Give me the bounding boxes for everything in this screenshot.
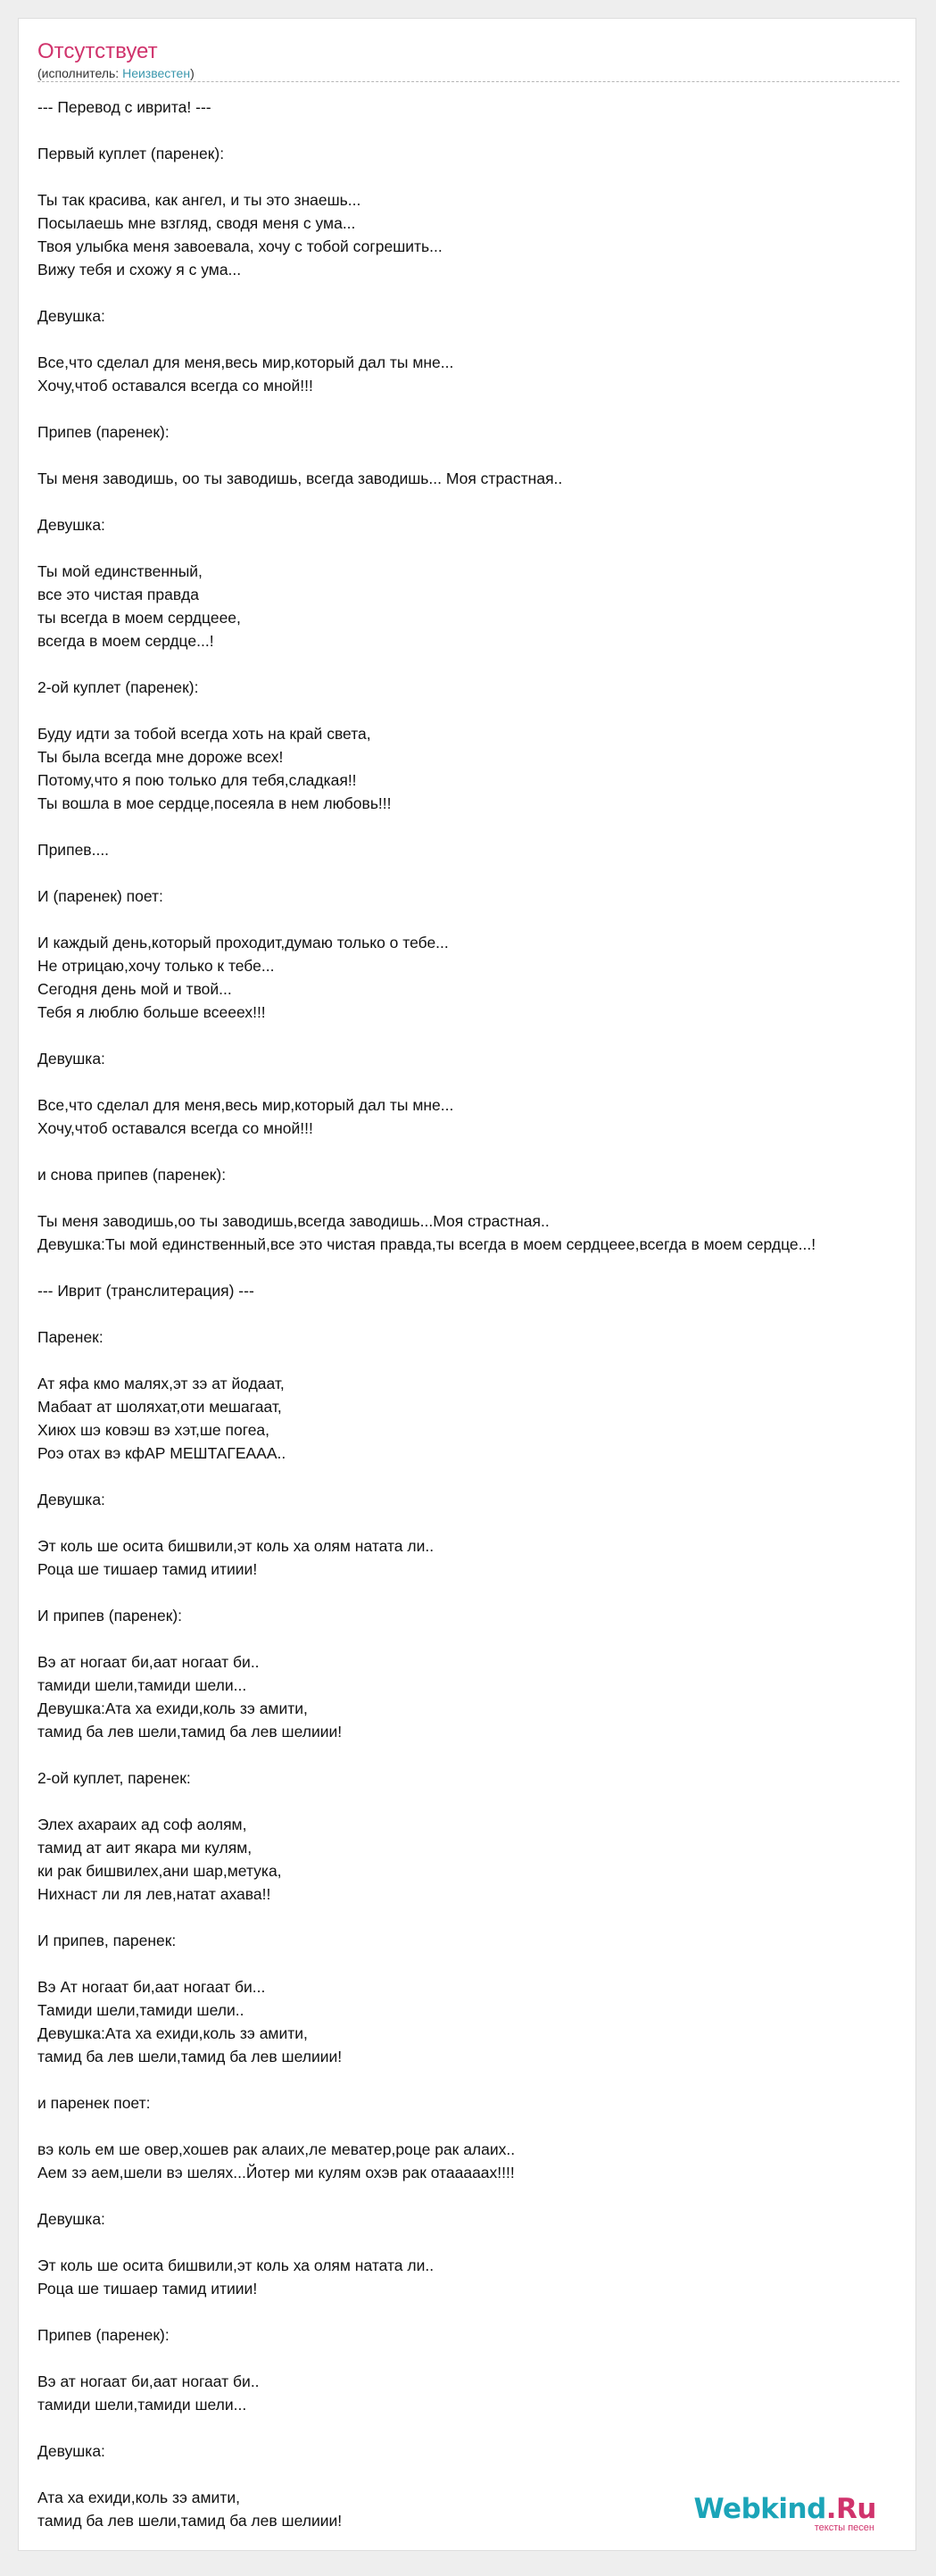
lyrics-line: тамид ба лев шели,тамид ба лев шелиии! [37,2512,343,2530]
lyrics-line: Нихнаст ли ля лев,натат ахава!! [37,1885,271,1903]
lyrics-line: Аем зэ аем,шели вэ шелях...Йотер ми кулям охэв рак отаааааx!!!! [37,2164,515,2181]
lyrics-line: Первый куплет (паренек): [37,145,225,162]
lyrics-line: Припев (паренек): [37,2326,170,2344]
lyrics-line: Вижу тебя и схожу я с ума... [37,261,242,278]
lyrics-line: Припев.... [37,841,110,859]
lyrics-line: Потому,что я пою только для тебя,сладкая!! [37,771,357,789]
lyrics-line: Роца ше тишаер тамид итиии! [37,2280,258,2298]
site-logo-tagline: тексты песен [814,2522,874,2533]
lyrics-line: Ата ха ехиди,коль зэ амити, [37,2489,240,2506]
lyrics-line: Роэ отах вэ кфАР МЕШТАГЕААА.. [37,1444,286,1462]
site-logo-main: Webkind [693,2493,826,2525]
artist-line [37,65,899,81]
lyrics-line: Ты была всегда мне дороже всех! [37,748,284,766]
lyrics-line: Все,что сделал для меня,весь мир,который дал ты мне... [37,353,454,371]
lyrics-line: Не отрицаю,хочу только к тебе... [37,957,275,975]
site-logo-tld: .Ru [825,2493,876,2525]
lyrics-line: И (паренек) поет: [37,887,163,905]
lyrics-line: Все,что сделал для меня,весь мир,который дал ты мне... [37,1096,454,1114]
lyrics-line: все это чистая правда [37,586,199,603]
lyrics-line: Девушка:Ата ха ехиди,коль зэ амити, [37,2024,308,2042]
header-divider [37,81,899,82]
lyrics-line: Тамиди шели,тамиди шели.. [37,2001,244,2019]
lyrics-line: Припев (паренек): [37,423,170,441]
lyrics-line: Ты меня заводишь, оо ты заводишь, всегда заводишь... Моя страстная.. [37,469,563,487]
lyrics-line: Хиюх шэ ковэш вэ хэт,ше погеа, [37,1421,270,1439]
lyrics-line: 2-ой куплет, паренек: [37,1769,191,1787]
song-title: Отсутствует [37,39,158,63]
site-logo[interactable] [693,2494,876,2533]
lyrics-line: Мабаат ат шоляхат,оти мешагаат, [37,1398,282,1416]
lyrics-line: ки рак бишвилех,ани шар,метука, [37,1862,282,1880]
lyrics-line: Эт коль ше осита бишвили,эт коль ха олям натата ли.. [37,2256,435,2274]
lyrics-line: Девушка: [37,1491,105,1508]
lyrics-line: Девушка:Ата ха ехиди,коль зэ амити, [37,1699,308,1717]
lyrics-line: --- Перевод с иврита! --- [37,98,211,116]
lyrics-card [18,18,916,2551]
lyrics-line: всегда в моем сердце...! [37,632,214,650]
lyrics-line: и паренек поет: [37,2094,151,2112]
lyrics-line: Вэ ат ногаат би,аат ногаат би.. [37,2372,260,2390]
lyrics-line: И каждый день,который проходит,думаю только о тебе... [37,934,449,951]
site-logo-name[interactable] [693,2494,876,2524]
lyrics-line: Роца ше тишаер тамид итиии! [37,1560,258,1578]
lyrics-line: Элех ахараих ад соф аолям, [37,1816,247,1833]
lyrics-line: 2-ой куплет (паренек): [37,678,199,696]
lyrics-line: Ат яфа кмо малях,эт зэ ат йодаат, [37,1375,285,1392]
lyrics-line: тамиди шели,тамиди шели... [37,1676,247,1694]
lyrics-line: Девушка: [37,516,105,534]
lyrics-line: Ты меня заводишь,оо ты заводишь,всегда заводишь...Моя страстная.. [37,1212,550,1230]
lyrics-line: --- Иврит (транслитерация) --- [37,1282,254,1300]
lyrics-line: ты всегда в моем сердцеее, [37,609,241,627]
lyrics-line: Эт коль ше осита бишвили,эт коль ха олям натата ли.. [37,1537,435,1555]
lyrics-text [37,96,936,2532]
lyrics-line: Сегодня день мой и твой... [37,980,232,998]
lyrics-line: Ты вошла в мое сердце,посеяла в нем любовь!!! [37,794,392,812]
lyrics-line: вэ коль ем ше овер,хошев рак алаих,ле меватер,роце рак алаих.. [37,2140,516,2158]
lyrics-line: и снова припев (паренек): [37,1166,227,1184]
lyrics-line: Девушка: [37,307,105,325]
lyrics-line: Вэ ат ногаат би,аат ногаат би.. [37,1653,260,1671]
artist-prefix: (исполнитель: [37,66,123,80]
lyrics-line: тамиди шели,тамиди шели... [37,2396,247,2414]
lyrics-line: И припев (паренек): [37,1607,183,1625]
lyrics-line: Буду идти за тобой всегда хоть на край света, [37,725,371,743]
lyrics-line: Паренек: [37,1328,104,1346]
lyrics-line: тамид ба лев шели,тамид ба лев шелиии! [37,1723,343,1741]
lyrics-line: тамид ат аит якара ми кулям, [37,1839,253,1857]
lyrics-line: тамид ба лев шели,тамид ба лев шелиии! [37,2048,343,2065]
lyrics-line: Девушка: [37,2442,105,2460]
lyrics-line: Посылаешь мне взгляд, сводя меня с ума... [37,214,356,232]
lyrics-line: Девушка: [37,1050,105,1068]
artist-link[interactable]: Неизвестен [122,66,191,80]
lyrics-line: Девушка:Ты мой единственный,все это чистая правда,ты всегда в моем сердцеее,всегда в моем сердце...! [37,1235,816,1253]
lyrics-line: Твоя улыбка меня завоевала, хочу с тобой согрешить... [37,237,443,255]
lyrics-line: Тебя я люблю больше всееех!!! [37,1003,266,1021]
lyrics-line: Вэ Ат ногаат би,аат ногаат би... [37,1978,266,1996]
lyrics-line: Ты мой единственный, [37,562,203,580]
lyrics-line: Ты так красива, как ангел, и ты это знаешь... [37,191,361,209]
artist-suffix: ) [190,66,195,80]
lyrics-line: Хочу,чтоб оставался всегда со мной!!! [37,1119,313,1137]
song-header [37,38,899,81]
lyrics-line: И припев, паренек: [37,1932,177,1949]
lyrics-line: Хочу,чтоб оставался всегда со мной!!! [37,377,313,395]
lyrics-line: Девушка: [37,2210,105,2228]
